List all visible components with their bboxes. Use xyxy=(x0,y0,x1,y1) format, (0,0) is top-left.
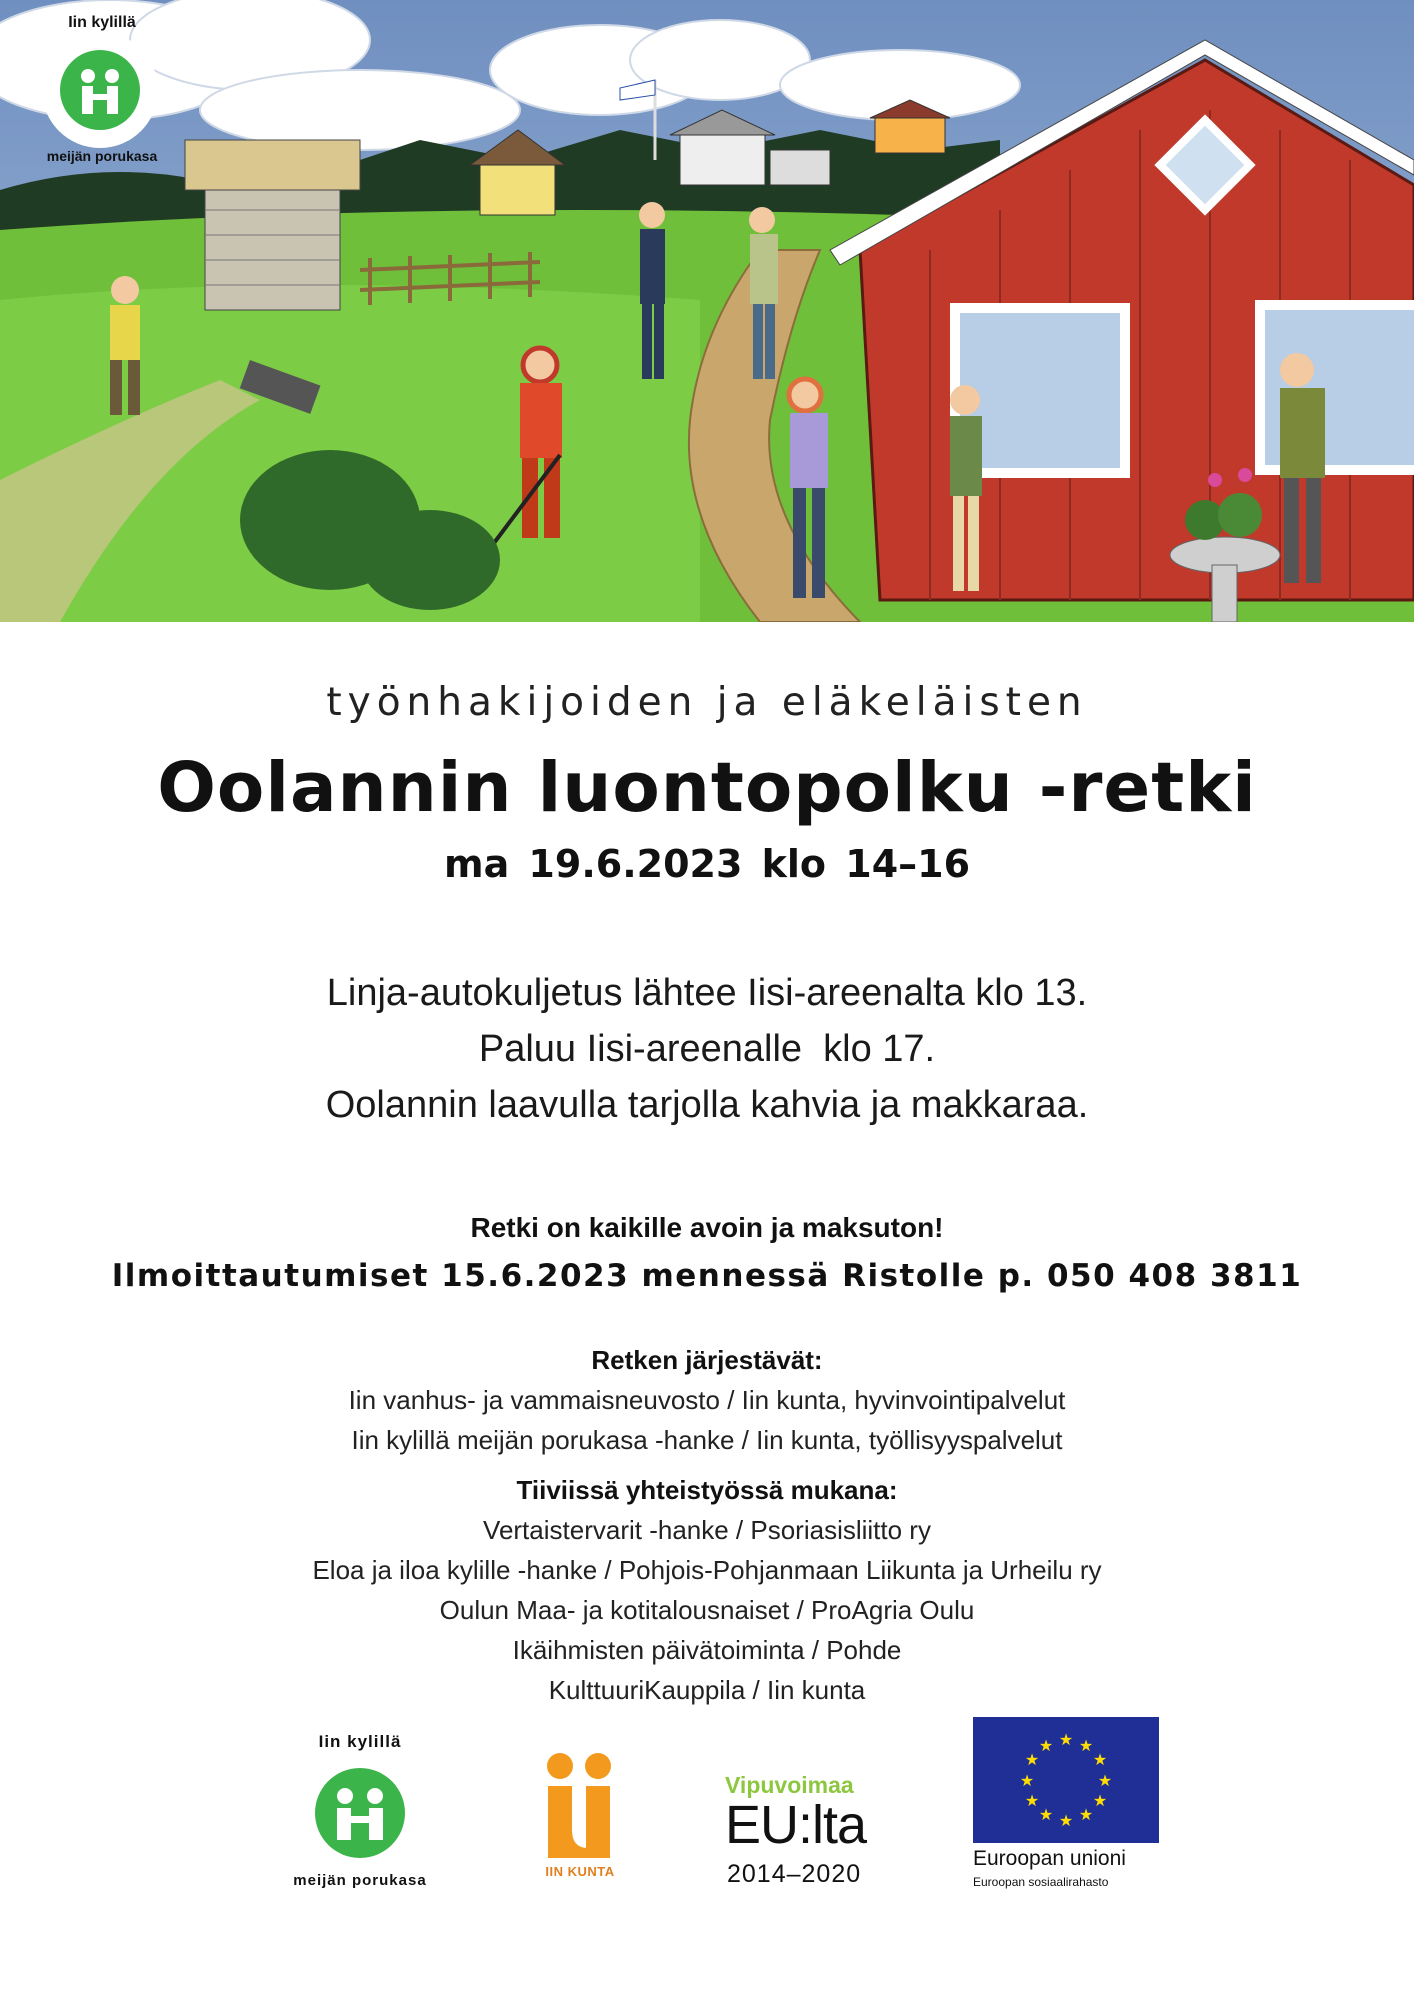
svg-text:★: ★ xyxy=(1058,1811,1074,1830)
transport-info xyxy=(0,965,1414,1133)
iin-kunta-logo xyxy=(530,1752,630,1892)
partner-line: Vertaistervarit -hanke / Psoriasisliitto ry xyxy=(483,1515,931,1545)
organizers-section xyxy=(0,1340,1414,1460)
village-logo-bottom-text: meijän porukasa xyxy=(293,1872,427,1889)
svg-text:★: ★ xyxy=(1019,1771,1035,1790)
transport-line: Paluu Iisi-areenalle klo 17. xyxy=(478,1028,936,1070)
svg-text:★: ★ xyxy=(1092,1750,1108,1769)
vipuvoimaa-title: Vipuvoimaa xyxy=(725,1772,854,1798)
footer-logos xyxy=(0,1712,1414,1922)
partner-line: Eloa ja iloa kylille -hanke / Pohjois-Pohjanmaan Liikunta ja Urheilu ry xyxy=(312,1555,1102,1585)
header-logo-top-text: Iin kylillä xyxy=(68,14,136,31)
village-project-logo xyxy=(290,1732,430,1902)
village-logo-top-text: Iin kylillä xyxy=(318,1732,402,1751)
header-logo xyxy=(42,32,158,148)
eu-fund: Euroopan sosiaalirahasto xyxy=(973,1875,1109,1889)
svg-text:★: ★ xyxy=(1078,1805,1094,1824)
svg-text:★: ★ xyxy=(1058,1730,1074,1749)
vipuvoimaa-logo xyxy=(715,1772,875,1902)
iin-kunta-caption: IIN KUNTA xyxy=(545,1864,615,1879)
svg-text:★: ★ xyxy=(1038,1736,1054,1755)
svg-text:★: ★ xyxy=(1092,1791,1108,1810)
organizers-heading: Retken järjestävät: xyxy=(591,1345,823,1375)
transport-line: Linja-autokuljetus lähtee Iisi-areenalta klo 13. xyxy=(326,972,1088,1014)
village-logo-icon xyxy=(290,1758,430,1868)
header-illustration xyxy=(0,0,1414,622)
partner-line: KulttuuriKauppila / Iin kunta xyxy=(548,1675,866,1705)
organizer-line: Iin kylillä meijän porukasa -hanke / Iin kunta, työllisyyspalvelut xyxy=(351,1425,1063,1455)
svg-text:★: ★ xyxy=(1024,1791,1040,1810)
svg-text:★: ★ xyxy=(1097,1771,1113,1790)
partners-heading: Tiiviissä yhteistyössä mukana: xyxy=(516,1475,898,1505)
vipuvoimaa-big-text: EU:lta xyxy=(725,1795,867,1855)
partner-line: Oulun Maa- ja kotitalousnaiset / ProAgria Oulu xyxy=(439,1595,975,1625)
partners-section xyxy=(0,1470,1414,1710)
iin-kunta-icon xyxy=(530,1752,630,1862)
transport-line: Oolannin laavulla tarjolla kahvia ja makkaraa. xyxy=(325,1084,1089,1126)
vipuvoimaa-years: 2014–2020 xyxy=(727,1860,862,1888)
eu-name: Euroopan unioni xyxy=(973,1847,1126,1870)
event-subtitle: työnhakijoiden ja eläkeläisten xyxy=(326,680,1088,725)
event-title: Oolannin luontopolku -retki xyxy=(157,748,1257,828)
partner-line: Ikäihmisten päivätoiminta / Pohde xyxy=(512,1635,902,1665)
svg-text:★: ★ xyxy=(1038,1805,1054,1824)
event-datetime: ma 19.6.2023 klo 14–16 xyxy=(443,842,971,886)
header-logo-bottom-text: meijän porukasa xyxy=(46,148,158,164)
svg-text:★: ★ xyxy=(1078,1736,1094,1755)
open-note: Retki on kaikille avoin ja maksuton! xyxy=(470,1212,944,1243)
village-work-scene-illustration xyxy=(0,0,1414,622)
registration-info: Ilmoittautumiset 15.6.2023 mennessä Ristolle p. 050 408 3811 xyxy=(111,1258,1303,1294)
svg-text:★: ★ xyxy=(1024,1750,1040,1769)
eu-flag-icon xyxy=(973,1717,1159,1843)
organizer-line: Iin vanhus- ja vammaisneuvosto / Iin kunta, hyvinvointipalvelut xyxy=(348,1385,1066,1415)
log-shed xyxy=(185,140,360,310)
eu-logo xyxy=(973,1717,1163,1907)
